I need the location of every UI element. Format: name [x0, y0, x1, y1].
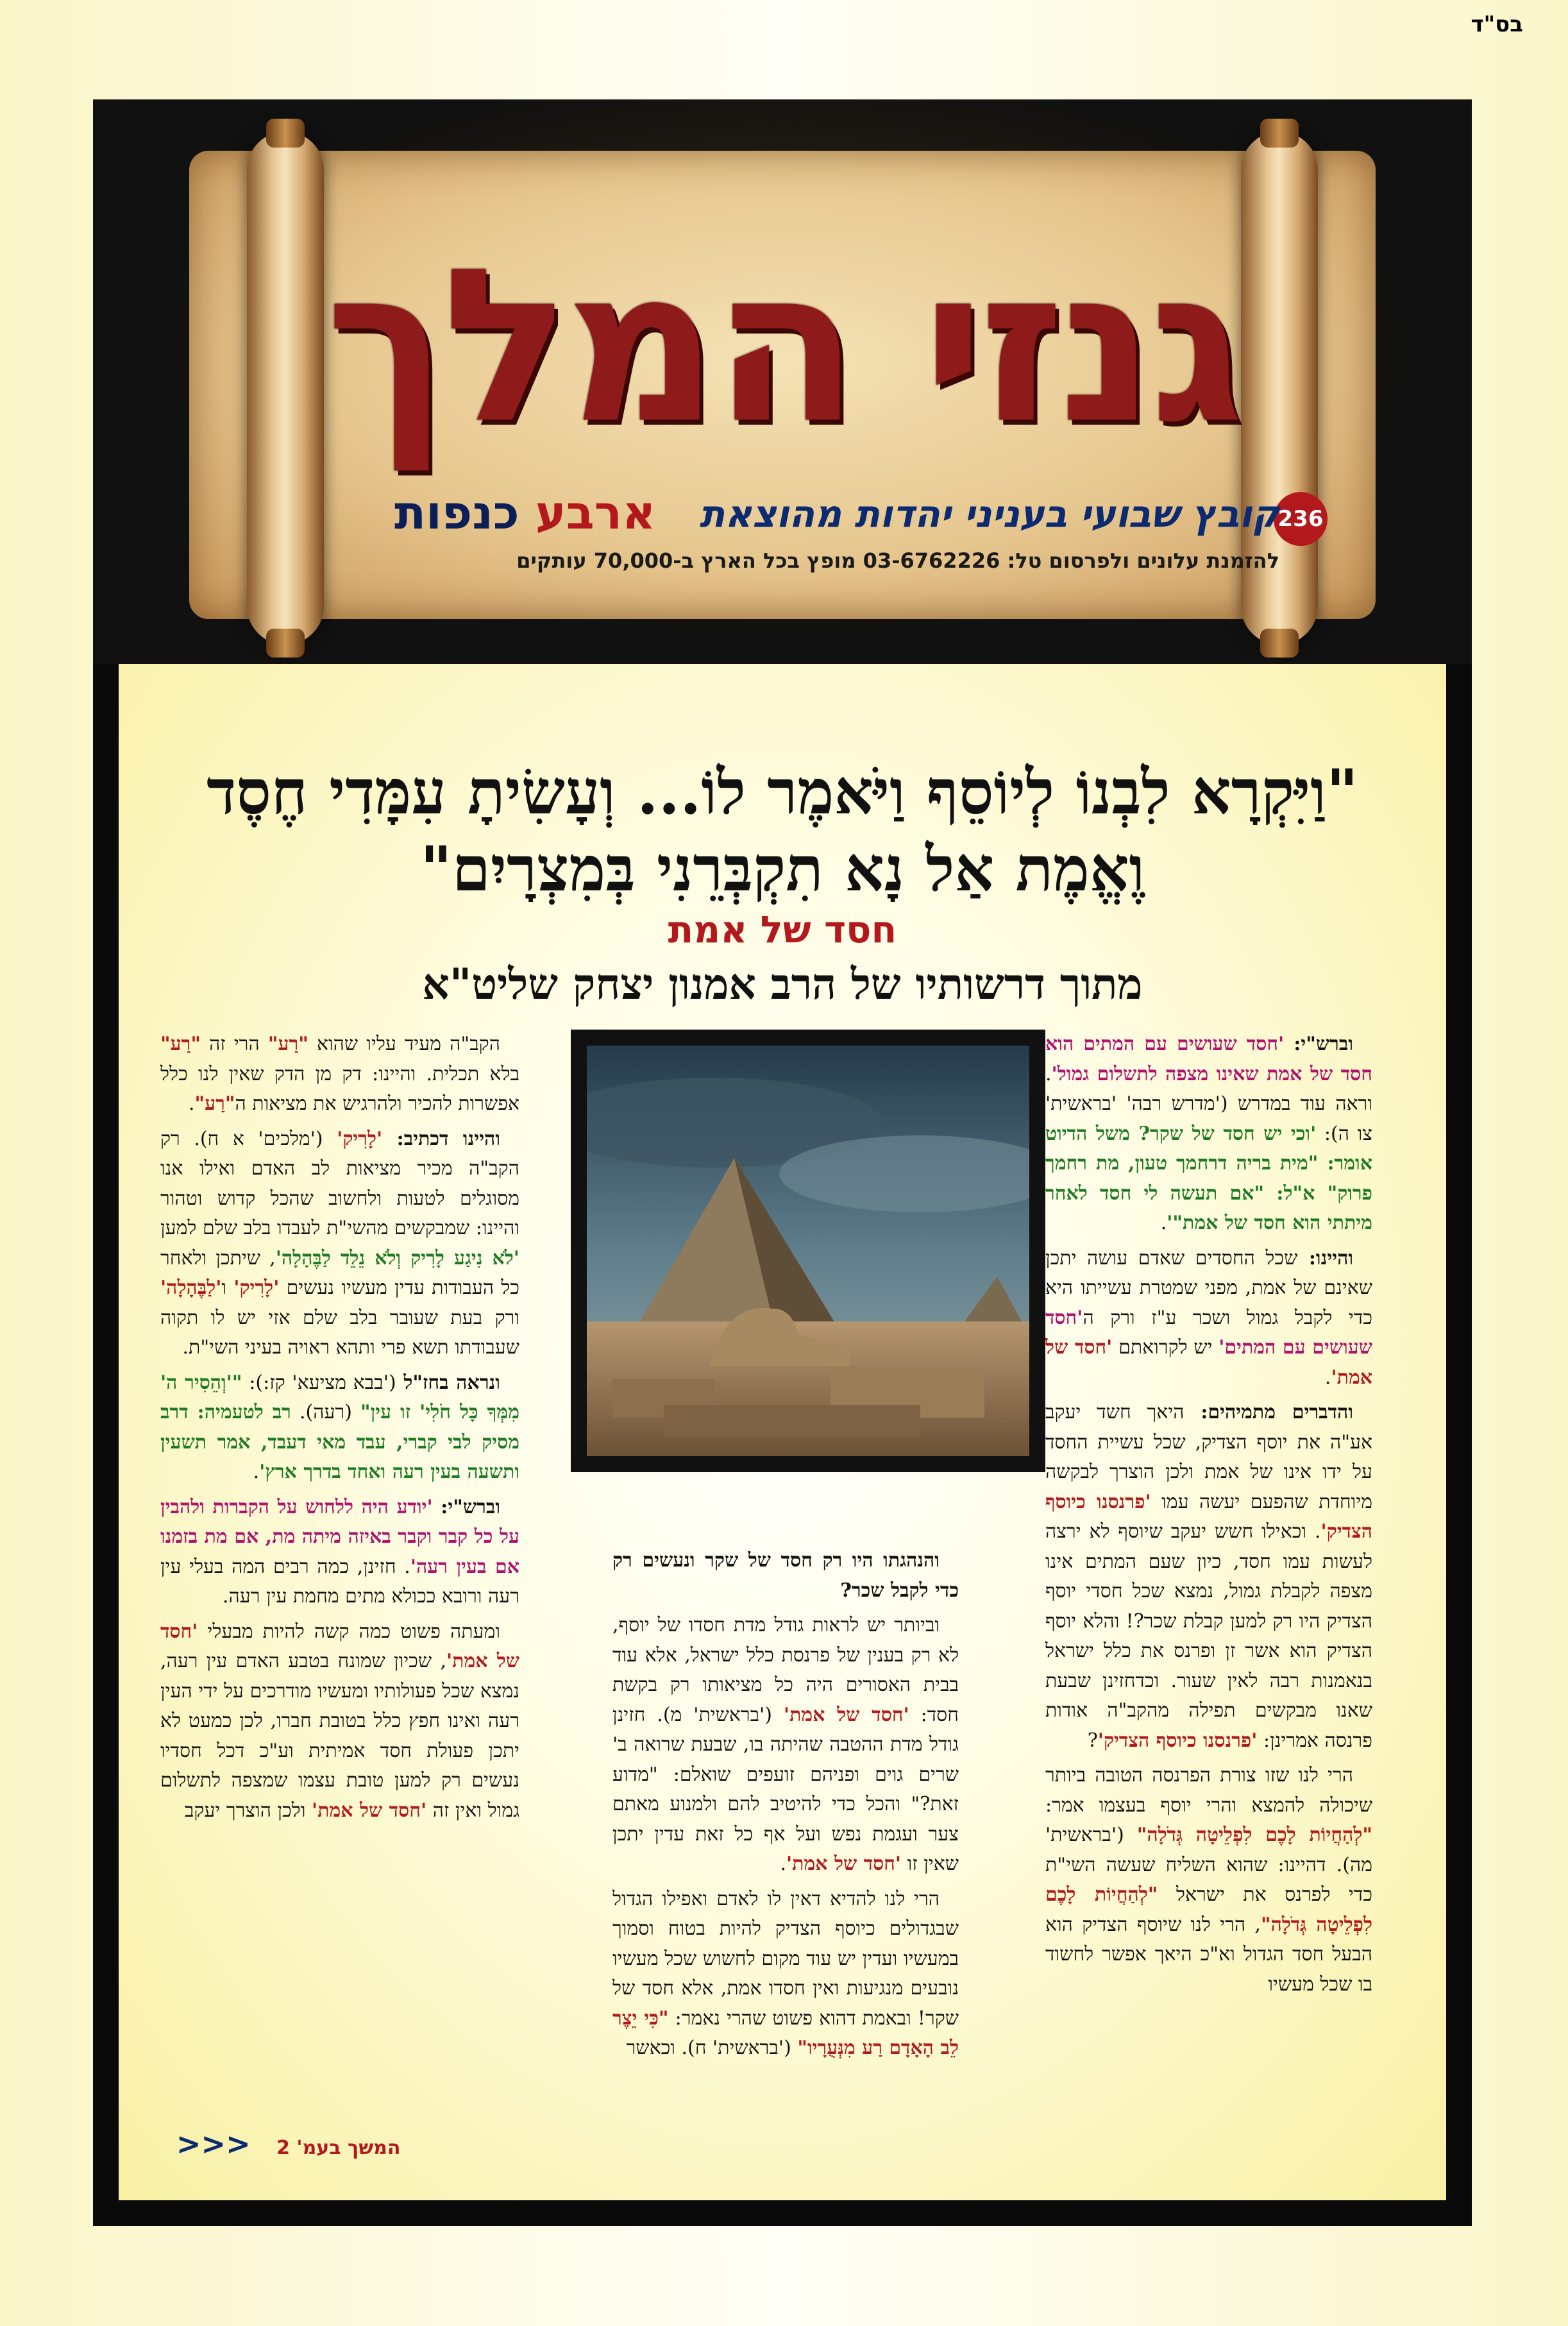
paragraph: והדברים מתמיהים: היאך חשד יעקב אע"ה את יוסף הצדיק, שכל עשיית החסד על ידו אינו של אמת ולכן הוצרך לבקשה מיוחדת שהפעם יעשה עמו 'פרנסנו כיוסף הצדיק'. וכאילו חשש יעקב שיוסף לא ירצה לעשות עמו חסד, כיון שעם המתים אינו מצפה לקבלת גמול, נמצא שכל חסדי יוסף הצדיק היו רק למען קבלת שכר?! והלא יוסף הצדיק הוא אשר זן ופרנס את כלל ישראל בנאמנות רבה לאין שעור. וכדחזינן שבעת שאנו מבקשים תפילה מהקב"ה אודות פרנסה אמרינן: 'פרנסנו כיוסף הצדיק'?	[1045, 1401, 1372, 1752]
arrows-icon: <<<	[176, 2127, 251, 2161]
paragraph: הקב"ה מעיד עליו שהוא "רַע" הרי זה "רַע" בלא תכלית. והיינו: דק מן הדק שאין לנו כלל אפשרות להכיר ולהרגיש את מציאות ה"רַע".	[160, 1033, 519, 1115]
publisher-logo	[394, 486, 655, 539]
issue-number-badge: 236	[1274, 492, 1328, 546]
paragraph: הרי לנו שזו צורת הפרנסה הטובה ביותר שיכולה להמצא והרי יוסף בעצמו אמר: "לְהַחֲיוֹת לָכֶם לִפְלֵיטָה גְּדֹלָה" ('בראשית' מה). דהיינו: שהוא השליח שעשה השי"ת כדי לפרנס את ישראל "לְהַחֲיוֹת לָכֶם לִפְלֵיטָה גְּדֹלָה", הרי לנו שיוסף הצדיק הוא הבעל חסד הגדול וא"כ היאך אפשר לחשוד בו שכל מעשיו	[1045, 1764, 1373, 1996]
bsd-mark: בס"ד	[1471, 12, 1523, 37]
paragraph: והנהגתו היו רק חסד של שקר ונעשים רק כדי לקבל שכר?	[612, 1549, 959, 1602]
paragraph: וברש"י: 'יודע היה ללחוש על הקברות ולהבין על כל קבר וקבר באיזה מיתה מת, אם מת בזמנו אם בעין רעה'. חזינן, כמה רבים המה בעלי עין רעה ורובא ככולא מתים מחמת עין רעה.	[160, 1495, 520, 1608]
quote-line-1: "וַיִּקְרָא לִבְנוֹ לְיוֹסֵף וַיֹּאמֶר לוֹ... וְעָשִׂיתָ עִמָּדִי חֶסֶד	[207, 756, 1358, 828]
paragraph: וברש"י: 'חסד שעושים עם המתים הוא חסד של אמת שאינו מצפה לתשלום גמול'. וראה עוד במדרש ('מדרש רבה' 'בראשית' צו ה): 'וכי יש חסד של שקר? משל הדיוט אומר: "מית בריה דרחמך טעון, מת רחמך פרוק" א"ל: "אם תעשה לי חסד לאחר מיתתי הוא חסד של אמת"'.	[1045, 1033, 1372, 1234]
publisher-logo-blue: כנפות	[394, 486, 519, 539]
paragraph: והיינו: שכל החסדים שאדם עושה יתכן שאינם של אמת, מפני שמטרת עשייתו היא כדי לקבל גמול ושכר ע"ז ורק ה'חסד שעושים עם המתים' יש לקרואתם 'חסד של אמת'.	[1045, 1246, 1372, 1389]
page-frame	[93, 99, 1472, 2226]
quote-line-2: וֶאֱמֶת אַל נָא תִקְבְּרֵנִי בְּמִצְרָיִם"	[419, 833, 1145, 905]
pyramids-photo	[571, 1030, 1045, 1472]
column-right	[1045, 1030, 1372, 2178]
paragraph: והיינו דכתיב: 'לָרִיק' ('מלכים' א ח). רק הקב"ה מכיר מציאות לב האדם ואילו אנו מסוגלים לטעות ולחשוב שהכל קדוש וטהור והיינו: שמבקשים מהשי"ת לעבדו בלב שלם למען 'לֹא נִיגַע לָרִיק וְלֹא נֵלֵד לַבֶּהָלָה', שיתכן ולאחר כל העבודות עדין מעשיו נעשים 'לָרִיק' ו'לַבֶּהָלָה' ורק בעת שעובר בלב שלם אזי יש לו תקוה שעבודתו תשא פרי ותהא ראויה בעיני השי"ת.	[160, 1127, 519, 1359]
continued-label: המשך בעמ' 2	[276, 2137, 401, 2159]
paragraph: הרי לנו להדיא דאין לו לאדם ואפילו הגדול שבגדולים כיוסף הצדיק להיות בטוח וסמוך במעשיו ועדין יש עוד מקום לחשוש שכל מעשיו נובעים מנגיעות ואין חסדו אמת, אלא חסד של שקר! ובאמת דהוא פשוט שהרי נאמר: "כִּי יֵצֶר לֵב הָאָדָם רַע מִנְּעֻרָיו" ('בראשית' ח). וכאשר	[612, 1887, 959, 2059]
column-middle	[612, 1546, 959, 2187]
article-byline: מתוך דרשותיו של הרב אמנון יצחק שליט"א	[422, 959, 1143, 1009]
paragraph: ונראה בחז"ל ('בבא מציעא' קז:): "'וְהֵסִיר ה' מִמְּךָ כָּל חֹלִי' זו עין" (רעה). רב לטעמיה: דרב מסיק לבי קברי, עבד מאי דעבד, אמר תשעין ותשעה בעין רעה ואחד בדרך ארץ'.	[160, 1371, 519, 1483]
continued-notice[interactable]	[176, 2127, 400, 2161]
newsletter-title: גנזי המלך	[325, 223, 1240, 470]
masthead	[93, 99, 1472, 664]
publisher-logo-red: ארבע	[535, 486, 656, 539]
newsletter-subtitle: קובץ שבועי בעניני יהדות מהוצאת	[699, 492, 1279, 536]
article-quote	[119, 754, 1446, 908]
paragraph: וביותר יש לראות גודל מדת חסדו של יוסף, לא רק בענין של פרנסת כלל ישראל, אלא עוד בבית האסורים היה כל מציאותו רק בקשת חסד: 'חסד של אמת' ('בראשית' מ). חזינן גודל מדת ההטבה שהיתה בו, שבעת שרואה ב' שרים גוים ופניהם זועפים שואלם: "מדוע זאת?" והכל כדי להיטיב להם ולמנוע מאתם צער ועגמת נפש ועל אף כל זאת עדין יתכן שאין זו 'חסד של אמת'.	[612, 1614, 959, 1875]
column-left	[160, 1030, 519, 2133]
contact-line: להזמנת עלונים ולפרסום טל: 03-6762226 מופץ בכל הארץ ב-70,000 עותקים	[516, 548, 1279, 573]
article-panel	[119, 664, 1446, 2200]
paragraph: ומעתה פשוט כמה קשה להיות מבעלי 'חסד של אמת', שכיון שמונח בטבע האדם עין רעה, נמצא שכל פעולותיו ומעשיו מודרכים על ידי העין רעה ואינו חפץ כלל בטובת חברו, לכן כמעט לא יתכן פעולת חסד אמיתית וע"כ דכל חסדיו נעשים רק למען טובת עצמו שמצפה לתשלום גמול ואין זה 'חסד של אמת' ולכן הוצרך יעקב	[160, 1620, 519, 1822]
article-title: חסד של אמת	[668, 908, 897, 951]
